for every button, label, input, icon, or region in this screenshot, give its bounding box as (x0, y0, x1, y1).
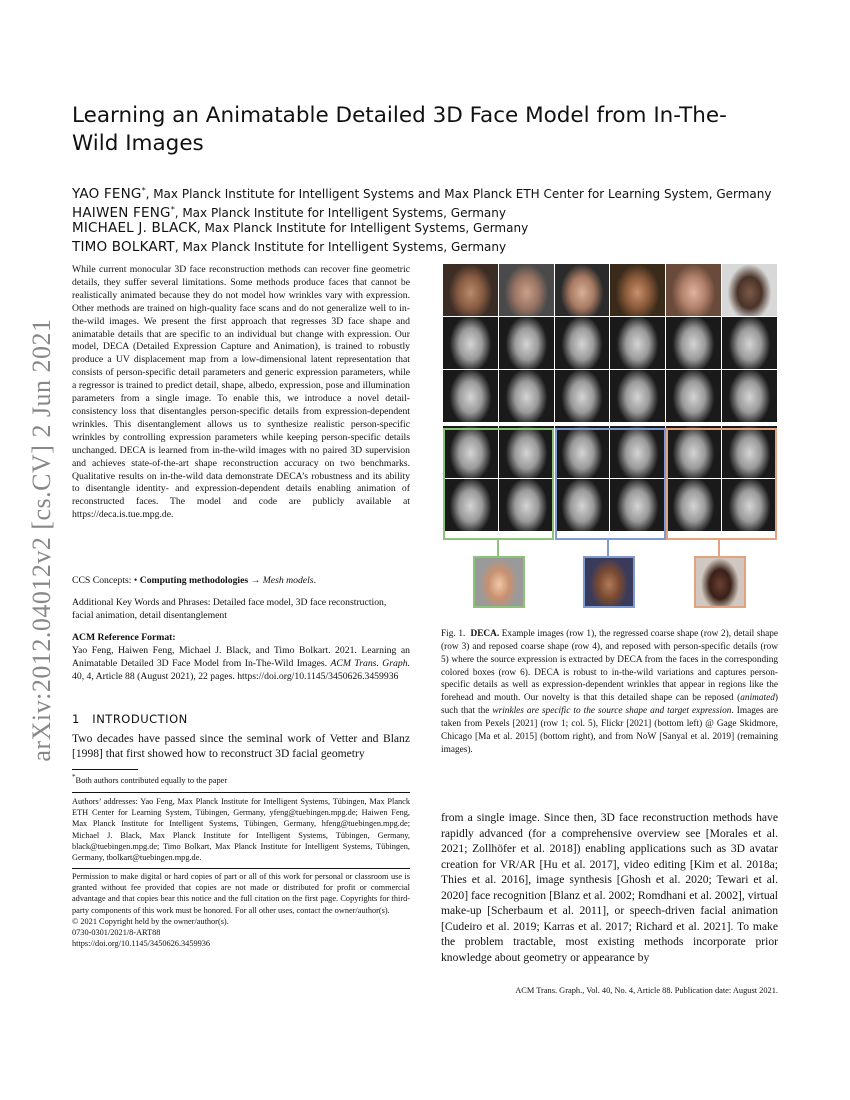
ccs-prefix: CCS Concepts: • (72, 575, 140, 586)
input-face-photo (555, 264, 610, 316)
author-addresses: Authors’ addresses: Yao Feng, Max Planck Institute for Intelligent Systems, Tübingen, Max Planck ETH Center for Learning System, Tübingen, Germany, yfeng@tuebingen.mpg.de; Haiwen Feng, Max Planck Institute for Intelligent Systems, Tübingen, Germany, hfeng@tuebingen.mpg.de; Michael J. Black, Max Planck Institute for Intelligent Systems, Tübingen, Germany, black@tuebingen.mpg.de; Timo Bolkart, Max Planck Institute for Intelligent Systems, Tübingen, Germany, tbolkart@tuebingen.mpg.de. (72, 797, 410, 863)
input-face-photo (610, 264, 665, 316)
ccs-bold: Computing methodologies (139, 575, 249, 586)
abstract: While current monocular 3D face reconstruction methods can recover fine geometric details, they suffer several limitations. Some methods produce faces that cannot be realistically animated because they do not model how wrinkles vary with expression. Other methods are trained on high-quality face scans and do not generalize well to in-the-wild images. We present the first approach that regresses 3D face shape and animatable details that are specific to an individual but change with expression. Our model, DECA (Detailed Expression Capture and Animation), is trained to robustly produce a UV displacement map from a low-dimensional latent representation that consists of person-specific detail parameters and generic expression parameters, while a regressor is trained to predict detail, shape, albedo, expression, pose and illumination parameters from a single image. To enable this, we introduce a novel detail-consistency loss that disentangles person-specific details from expression-dependent wrinkles. This disentanglement allows us to synthesize realistic person-specific wrinkles by controlling expression parameters while keeping person-specific details unchanged. DECA is learned from in-the-wild images with no paired 3D supervision and achieves state-of-the-art shape reconstruction accuracy on two benchmarks. Qualitative results on in-the-wild data demonstrate DECA’s robustness and its ability to disentangle identity- and expression-dependent details enabling animation of reconstructed faces. The model and code are publicly available at https://deca.is.tue.mpg.de. (72, 264, 410, 521)
detail-shape-render (610, 370, 665, 422)
acm-reference (72, 632, 410, 684)
copyright: © 2021 Copyright held by the owner/author(s). (72, 916, 229, 926)
detail-shape-render (722, 370, 777, 422)
figure-name: DECA. (470, 629, 500, 639)
connector-green (497, 540, 499, 556)
source-box-green (443, 428, 554, 540)
ccs-concepts (72, 575, 410, 588)
acm-reference-label: ACM Reference Format: (72, 632, 176, 643)
input-face-photo (722, 264, 777, 316)
source-box-blue (555, 428, 666, 540)
arxiv-sidebar (22, 300, 62, 780)
connector-blue (607, 540, 609, 556)
author-line (72, 219, 792, 238)
caption-part1: Example images (row 1), the regressed coarse shape (row 2), detail shape (row 3) and reposed coarse shape (row 4), and reposed with person-specific details (row 5) where the source expression is extracted by DECA from the faces in the corresponding colored boxes (row 6). DECA is robust to in-the-wild variations and captures person-specific details as well as expression-dependent wrinkles that appear in regions like the forehead and mouth. Our novelty is that this detailed shape can be reposed ( (441, 629, 779, 704)
ccs-arrow: → (248, 575, 263, 586)
input-face-photo (666, 264, 721, 316)
arxiv-id: arXiv:2012.04012v2 [cs.CV] 2 Jun 2021 (27, 318, 56, 762)
permission-text: Permission to make digital or hard copies of part or all of this work for personal or classroom use is granted without fee provided that copies are not made or distributed for profit or commercial advantage and that copies bear this notice and the full citation on the first page. Copyrights for third-party components of this work must be honored. For all other uses, contact the owner/author(s). (72, 872, 410, 915)
author-affiliation: , Max Planck Institute for Intelligent Systems, Germany (174, 240, 507, 254)
source-box-orange (666, 428, 777, 540)
author-mark: * (170, 205, 175, 214)
figure-row-detail-shape (443, 370, 777, 422)
author-name: YAO FENG (72, 186, 142, 202)
author-line (72, 238, 792, 257)
section-title: INTRODUCTION (92, 712, 188, 726)
author-name: HAIWEN FENG (72, 205, 171, 221)
author-affiliation: , Max Planck Institute for Intelligent Systems, Germany (196, 221, 529, 235)
acm-ref-text2: 40, 4, Article 88 (August 2021), 22 pages. https://doi.org/10.1145/3450626.3459936 (72, 670, 399, 682)
ccs-end: . (313, 575, 316, 586)
coarse-shape-render (722, 317, 777, 369)
source-face-thumbnail (694, 556, 746, 608)
caption-italic: wrinkles are specific to the source shape and target expression (492, 706, 732, 717)
doi: https://doi.org/10.1145/3450626.3459936 (72, 939, 211, 949)
coarse-shape-render (610, 317, 665, 369)
author-mark: * (141, 186, 146, 195)
coarse-shape-render (666, 317, 721, 369)
page-footer: ACM Trans. Graph., Vol. 40, No. 4, Article 88. Publication date: August 2021. (515, 986, 778, 995)
paper-title: Learning an Animatable Detailed 3D Face Model from In-The-Wild Images (72, 103, 727, 156)
footnote: *Both authors contributed equally to the paper (72, 773, 228, 785)
issn: 0730-0301/2021/8-ART88 (72, 928, 161, 938)
detail-shape-render (499, 370, 554, 422)
input-face-photo (499, 264, 554, 316)
author-name: TIMO BOLKART (72, 239, 175, 255)
figure-row-coarse-shape (443, 317, 777, 369)
acm-ref-text1: Yao Feng, Haiwen Feng, Michael J. Black, and Timo Bolkart. 2021. Learning an Animatable Detailed 3D Face Model from In-The-Wild Images. (72, 644, 410, 669)
addresses-rule (72, 792, 410, 793)
caption-part2: ) such that the (441, 693, 778, 717)
caption-part3: . Images are taken from Pexels [2021] (row 1; col. 5), Flickr [2021] (bottom left) @ Gage Skidmore, Chicago [Ma et al. 2015] (bottom right), and from NoW [Sanyal et al. 2019] (remaining images). (441, 706, 778, 755)
footnote-text: Both authors contributed equally to the paper (75, 775, 228, 785)
figure-label: Fig. 1. (441, 629, 466, 639)
intro-paragraph-left: Two decades have passed since the seminal work of Vetter and Blanz [1998] that first showed how to reconstruct 3D facial geometry (72, 732, 410, 761)
detail-shape-render (443, 370, 498, 422)
detail-shape-render (666, 370, 721, 422)
detail-shape-render (555, 370, 610, 422)
source-face-thumbnail (583, 556, 635, 608)
coarse-shape-render (555, 317, 610, 369)
figure-caption (441, 628, 778, 756)
permission-rule (72, 868, 410, 869)
intro-paragraph-right: from a single image. Since then, 3D face reconstruction methods have rapidly advanced (for a comprehensive overview see [Morales et al. 2021; Zollhöfer et al. 2018]) enabling applications such as 3D avatar creation for VR/AR [Hu et al. 2017], video editing [Kim et al. 2018a; Thies et al. 2016], image synthesis [Ghosh et al. 2020; Tewari et al. 2020] face recognition [Blanz et al. 2002; Romdhani et al. 2002], virtual make-up [Scherbaum et al. 2011], or speech-driven facial animation [Cudeiro et al. 2019; Karras et al. 2017; Richard et al. 2021]. To make the problem tractable, most existing methods incorporate prior knowledge about geometry or appearance by (441, 811, 778, 964)
caption-animated: animated (740, 693, 775, 704)
figure-row-input-images (443, 264, 777, 316)
author-affiliation: , Max Planck Institute for Intelligent Systems, Germany (174, 206, 506, 220)
ccs-italic: Mesh models (262, 575, 314, 586)
acm-ref-journal: ACM Trans. Graph. (330, 657, 411, 669)
coarse-shape-render (499, 317, 554, 369)
coarse-shape-render (443, 317, 498, 369)
input-face-photo (443, 264, 498, 316)
footnote-rule (72, 769, 138, 770)
source-face-thumbnail (473, 556, 525, 608)
author-name: MICHAEL J. BLACK (72, 220, 197, 236)
section-number: 1 (72, 712, 80, 726)
permission-block (72, 871, 410, 949)
section-heading (72, 712, 188, 726)
author-affiliation: , Max Planck Institute for Intelligent Systems and Max Planck ETH Center for Learning System, Germany (145, 187, 772, 201)
keywords: Additional Key Words and Phrases: Detailed face model, 3D face reconstruction, facial animation, detail disentanglement (72, 597, 387, 621)
connector-orange (718, 540, 720, 556)
